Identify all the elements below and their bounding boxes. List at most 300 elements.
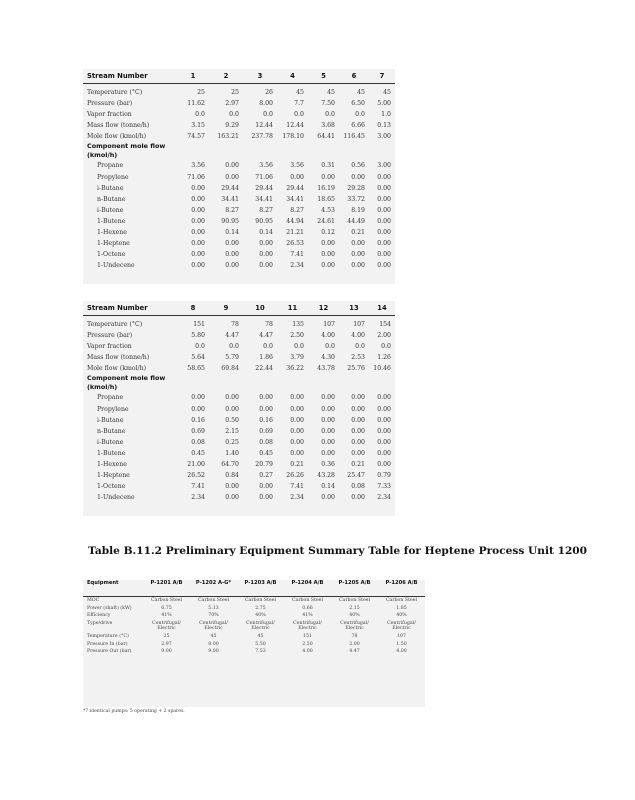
table-row — [83, 481, 395, 492]
table-cell: 0.0 — [355, 343, 365, 351]
table-cell: 0.00 — [191, 240, 205, 248]
table-cell: 43.78 — [317, 365, 335, 373]
table-cell: 0.36 — [321, 461, 335, 469]
table-cell: 70% — [208, 613, 219, 619]
table-cell: 34.41 — [286, 195, 304, 203]
table-row — [83, 597, 425, 605]
table-cell: Mole flow (kmol/h) — [87, 133, 147, 141]
table-cell: 45 — [327, 89, 335, 96]
table-cell: Centrifugal/ Electric — [246, 620, 275, 632]
component-header: (kmol/h) — [87, 383, 118, 392]
stream-table-2 — [83, 301, 395, 516]
table-cell: 0.00 — [225, 240, 239, 248]
table-cell: 107 — [323, 321, 335, 328]
table-cell: Carbon Steel — [244, 598, 277, 603]
table-cell: 0.45 — [191, 449, 205, 457]
header-cell: P-1205 A/B — [331, 580, 378, 597]
table-cell: 0.00 — [377, 173, 391, 181]
table-header — [83, 69, 395, 84]
table-cell: 0.00 — [321, 427, 335, 435]
table-cell: 0.00 — [191, 251, 205, 259]
table-cell: 0.00 — [377, 438, 391, 446]
table-row — [83, 641, 425, 649]
table-cell: 4.47 — [259, 332, 273, 340]
table-cell: Centrifugal/ Electric — [387, 620, 416, 632]
table-cell: 12.44 — [286, 122, 304, 130]
header-cell: 9 — [209, 301, 243, 316]
table-header — [83, 301, 395, 316]
component-header: Component mole flow — [87, 374, 166, 383]
table-cell: 0.00 — [259, 262, 273, 270]
table-cell: Centrifugal/ Electric — [152, 620, 181, 632]
table-cell: 9.00 — [161, 649, 172, 655]
table-cell: 135 — [292, 321, 304, 328]
table-cell: 0.00 — [377, 449, 391, 457]
table-cell: 0.00 — [377, 405, 391, 413]
component-header: (kmol/h) — [87, 151, 118, 160]
table-row — [83, 330, 395, 341]
table-cell: 6.75 — [161, 605, 172, 611]
table-cell: 3.79 — [290, 354, 304, 362]
table-cell: 2.34 — [290, 494, 304, 502]
table-cell: 41% — [161, 613, 172, 619]
table-cell: 0.00 — [321, 262, 335, 270]
header-cell: 3 — [243, 69, 277, 84]
table-cell: Propane — [97, 162, 124, 170]
table-row — [83, 160, 395, 171]
table-cell: 0.00 — [377, 251, 391, 259]
table-cell: 5.80 — [191, 332, 205, 340]
table-cell: 0.00 — [321, 416, 335, 424]
table-cell: 7.41 — [290, 483, 304, 491]
table-cell: 29.44 — [221, 184, 239, 192]
table-cell: 8.00 — [259, 100, 273, 108]
table-cell: 0.31 — [321, 162, 335, 170]
header-cell: 6 — [339, 69, 369, 84]
table-cell: 0.00 — [191, 184, 205, 192]
table-cell: 1-Undecene — [97, 262, 135, 270]
header-cell: Stream Number — [83, 69, 177, 84]
table-cell: 154 — [379, 321, 391, 328]
table-cell: 0.00 — [290, 449, 304, 457]
table-cell: 0.12 — [321, 229, 335, 237]
table-cell: 7.50 — [321, 100, 335, 108]
table-row — [83, 352, 395, 363]
table-cell: 25 — [231, 89, 239, 96]
table-cell: 0.00 — [290, 438, 304, 446]
table-cell: 43.28 — [317, 472, 335, 480]
table-cell: 4.00 — [302, 649, 313, 655]
table-row — [83, 131, 395, 142]
table-cell: 4.53 — [321, 206, 335, 214]
table-cell: 0.08 — [259, 438, 273, 446]
table-cell: 0.0 — [355, 111, 365, 119]
table-cell: 20.79 — [255, 461, 273, 469]
table-cell: 7.41 — [191, 483, 205, 491]
table-cell: 64.41 — [317, 133, 335, 141]
table-cell: 0.00 — [351, 251, 365, 259]
table-cell: 0.56 — [351, 162, 365, 170]
table-cell: Vapor fraction — [87, 343, 132, 351]
table-cell: 0.69 — [259, 427, 273, 435]
table-cell: 2.50 — [302, 641, 313, 647]
equipment-summary-table — [83, 580, 425, 707]
table-cell: 2.34 — [377, 494, 391, 502]
table-cell: 45 — [357, 89, 365, 96]
table-cell: 26.52 — [187, 472, 205, 480]
table-cell: 40% — [255, 613, 266, 619]
table-cell: i-Butane — [97, 184, 124, 192]
table-cell: 45 — [383, 89, 391, 96]
table-row — [83, 437, 395, 448]
table-row — [83, 612, 425, 620]
header-cell: 2 — [209, 69, 243, 84]
table-cell: 0.00 — [290, 173, 304, 181]
table-cell: 0.00 — [351, 427, 365, 435]
table-cell: 0.13 — [377, 122, 391, 130]
header-cell: Stream Number — [83, 301, 177, 316]
table-cell: 22.44 — [255, 365, 273, 373]
table-cell: 0.00 — [321, 494, 335, 502]
table-cell: 0.00 — [377, 184, 391, 192]
stream-table-1 — [83, 69, 395, 284]
table-row — [83, 194, 395, 205]
table-row — [83, 183, 395, 194]
table-row — [83, 84, 395, 99]
table-cell: 2.00 — [377, 332, 391, 340]
table-cell: 0.84 — [225, 472, 239, 480]
table-cell: 0.00 — [377, 427, 391, 435]
table-cell: 5.79 — [225, 354, 239, 362]
table-cell: i-Butene — [97, 206, 124, 214]
table-cell: 0.0 — [195, 111, 205, 119]
table-cell: 0.00 — [259, 394, 273, 402]
header-cell: P-1202 A-G* — [190, 580, 237, 597]
header-cell: 12 — [308, 301, 339, 316]
table-cell: i-Butane — [97, 416, 124, 424]
table-row — [83, 260, 395, 271]
table-cell: 2.50 — [290, 332, 304, 340]
table-cell: 0.08 — [351, 483, 365, 491]
table-cell: 0.0 — [195, 343, 205, 351]
table-cell: 12.44 — [255, 122, 273, 130]
table-cell: 90.95 — [255, 217, 273, 225]
table-cell: 0.00 — [377, 206, 391, 214]
table-cell: 0.0 — [263, 343, 273, 351]
table-row — [83, 341, 395, 352]
table-cell: 9.00 — [208, 649, 219, 655]
header-cell: 5 — [308, 69, 339, 84]
table-caption: Table B.11.2 Preliminary Equipment Summary Table for Heptene Process Unit 1200 — [88, 545, 588, 557]
table-cell: 151 — [303, 633, 312, 639]
table-cell: 5.50 — [255, 641, 266, 647]
table-header — [83, 580, 425, 597]
table-cell: 64.70 — [221, 461, 239, 469]
table-cell: 5.13 — [208, 605, 219, 611]
table-row — [83, 238, 395, 249]
table-cell: 25.47 — [347, 472, 365, 480]
table-cell: 34.41 — [255, 195, 273, 203]
table-row — [83, 316, 395, 331]
table-cell: Efficiency — [87, 613, 111, 619]
table-cell: 2.53 — [351, 354, 365, 362]
table-cell: 9.29 — [225, 122, 239, 130]
table-cell: 5.64 — [191, 354, 205, 362]
table-cell: 2.00 — [349, 641, 360, 647]
table-cell: Carbon Steel — [197, 598, 230, 603]
table-cell: 8.27 — [225, 206, 239, 214]
table-row — [83, 459, 395, 470]
table-cell: 45 — [257, 633, 264, 639]
table-cell: 2.34 — [191, 494, 205, 502]
table-cell: Temperature (°C) — [87, 89, 143, 96]
table-cell: 0.00 — [259, 405, 273, 413]
table-cell: 178.10 — [282, 133, 304, 141]
table-cell: 0.00 — [351, 394, 365, 402]
table-cell: 4.30 — [321, 354, 335, 362]
table-cell: 18.65 — [317, 195, 335, 203]
table-cell: Pressure (bar) — [87, 100, 133, 108]
table-cell: 29.44 — [255, 184, 273, 192]
table-cell: 7.41 — [290, 251, 304, 259]
table-cell: 0.00 — [377, 394, 391, 402]
table-cell: Vapor fraction — [87, 111, 132, 119]
table-cell: 90.95 — [221, 217, 239, 225]
table-cell: 0.00 — [259, 240, 273, 248]
table-cell: 3.56 — [290, 162, 304, 170]
table-cell: 0.00 — [191, 394, 205, 402]
table-cell: 0.21 — [351, 229, 365, 237]
header-cell: 10 — [243, 301, 277, 316]
table-cell: 2.15 — [225, 427, 239, 435]
table-cell: 0.00 — [225, 483, 239, 491]
table-cell: 0.25 — [225, 438, 239, 446]
footnote: *7 identical pumps: 5 operating + 2 spares. — [83, 709, 185, 714]
table-cell: 0.50 — [225, 416, 239, 424]
table-row — [83, 620, 425, 633]
table-cell: 2.34 — [290, 262, 304, 270]
table-cell: 0.0 — [294, 343, 304, 351]
table-cell: 3.68 — [321, 122, 335, 130]
table-cell: 2.15 — [349, 605, 360, 611]
table-cell: 0.00 — [351, 494, 365, 502]
table-cell: MOC — [87, 598, 100, 603]
table-cell: 0.00 — [225, 405, 239, 413]
table-row — [83, 470, 395, 481]
table-row — [83, 415, 395, 426]
table-cell: 0.00 — [351, 416, 365, 424]
table-cell: 0.00 — [377, 416, 391, 424]
table-row — [83, 633, 425, 641]
table-cell: 44.94 — [286, 217, 304, 225]
table-cell: Propylene — [97, 173, 129, 181]
table-cell: Centrifugal/ Electric — [199, 620, 228, 632]
table-cell: 0.00 — [225, 262, 239, 270]
table-cell: 25.76 — [347, 365, 365, 373]
table-cell: 16.19 — [317, 184, 335, 192]
table-cell: 8.27 — [259, 206, 273, 214]
table-cell: 0.00 — [321, 438, 335, 446]
table-row — [83, 109, 395, 120]
table-row — [83, 605, 425, 613]
table-cell: 2.97 — [225, 100, 239, 108]
table-cell: i-Butene — [97, 438, 124, 446]
table-cell: 0.00 — [191, 405, 205, 413]
table-cell: 0.00 — [191, 195, 205, 203]
table-cell: 25 — [163, 633, 170, 639]
table-cell: 0.79 — [377, 472, 391, 480]
table-cell: 0.16 — [259, 416, 273, 424]
table-cell: 6.50 — [351, 100, 365, 108]
table-cell: 71.06 — [187, 173, 205, 181]
table-cell: 0.00 — [321, 240, 335, 248]
component-header-row — [83, 151, 395, 160]
table-cell: 0.00 — [225, 251, 239, 259]
table-cell: 0.0 — [294, 111, 304, 119]
table-cell: 1.40 — [225, 449, 239, 457]
table-cell: 11.62 — [187, 100, 205, 108]
table-cell: 0.27 — [259, 472, 273, 480]
table-cell: 0.00 — [191, 206, 205, 214]
table-row — [83, 448, 395, 459]
table-cell: 163.21 — [217, 133, 239, 141]
header-cell: 13 — [339, 301, 369, 316]
table-cell: 0.00 — [191, 262, 205, 270]
table-cell: 41% — [302, 613, 313, 619]
table-cell: 3.56 — [259, 162, 273, 170]
table-cell: 0.66 — [302, 605, 313, 611]
table-cell: 0.00 — [259, 483, 273, 491]
table-cell: 0.0 — [325, 343, 335, 351]
table-cell: 0.0 — [229, 111, 239, 119]
table-cell: 0.00 — [191, 217, 205, 225]
component-header-row — [83, 374, 395, 383]
table-cell: 6.66 — [351, 122, 365, 130]
table-cell: 0.00 — [377, 240, 391, 248]
table-cell: 0.00 — [191, 229, 205, 237]
table-cell: 0.08 — [191, 438, 205, 446]
header-cell: P-1204 A/B — [284, 580, 331, 597]
table-cell: Propane — [97, 394, 124, 402]
table-cell: 40% — [396, 613, 407, 619]
table-row — [83, 98, 395, 109]
table-row — [83, 172, 395, 183]
component-header: Component mole flow — [87, 142, 166, 151]
table-cell: 0.00 — [225, 162, 239, 170]
table-cell: 4.00 — [396, 649, 407, 655]
table-cell: 1-Octene — [97, 483, 126, 491]
table-cell: 107 — [397, 633, 406, 639]
table-row — [83, 249, 395, 260]
table-cell: 69.84 — [221, 365, 239, 373]
table-cell: 107 — [353, 321, 365, 328]
table-cell: 0.00 — [225, 494, 239, 502]
table-cell: 29.44 — [286, 184, 304, 192]
table-cell: 0.00 — [321, 394, 335, 402]
table-cell: 1.26 — [377, 354, 391, 362]
table-cell: 26.26 — [286, 472, 304, 480]
table-cell: 7.53 — [255, 649, 266, 655]
table-cell: 0.00 — [351, 449, 365, 457]
table-cell: 0.0 — [263, 111, 273, 119]
table-cell: 151 — [193, 321, 205, 328]
header-cell: P-1206 A/B — [378, 580, 425, 597]
table-cell: 1-Hexene — [97, 461, 127, 469]
table-cell: 2.97 — [161, 641, 172, 647]
table-cell: 0.00 — [225, 173, 239, 181]
table-cell: 0.00 — [321, 405, 335, 413]
header-cell: 7 — [369, 69, 395, 84]
table-cell: 4.47 — [225, 332, 239, 340]
table-cell: 21.21 — [286, 229, 304, 237]
table-cell: Temperature (°C) — [87, 633, 129, 639]
table-cell: 1.85 — [396, 605, 407, 611]
table-row — [83, 492, 395, 503]
table-cell: 0.00 — [351, 405, 365, 413]
table-cell: 1.0 — [381, 111, 391, 119]
table-cell: 1-Heptene — [97, 472, 130, 480]
table-cell: 0.00 — [351, 262, 365, 270]
table-cell: Propylene — [97, 405, 129, 413]
table-cell: 0.00 — [351, 173, 365, 181]
table-cell: 0.00 — [377, 217, 391, 225]
table-cell: 0.00 — [321, 173, 335, 181]
header-cell: 11 — [277, 301, 308, 316]
table-cell: 71.06 — [255, 173, 273, 181]
table-cell: 1-Butene — [97, 449, 126, 457]
table-cell: 74.57 — [187, 133, 205, 141]
table-cell: 45 — [210, 633, 217, 639]
table-cell: 0.00 — [321, 251, 335, 259]
table-row — [83, 216, 395, 227]
table-row — [83, 404, 395, 415]
header-cell: 8 — [177, 301, 209, 316]
table-cell: 3.00 — [377, 133, 391, 141]
table-cell: 8.19 — [351, 206, 365, 214]
table-cell: 24.61 — [317, 217, 335, 225]
table-cell: Centrifugal/ Electric — [293, 620, 322, 632]
table-cell: 0.00 — [290, 394, 304, 402]
table-cell: Mass flow (tonne/h) — [87, 354, 150, 362]
table-cell: 5.00 — [377, 100, 391, 108]
table-cell: 1-Undecene — [97, 494, 135, 502]
table-cell: 26 — [265, 89, 273, 96]
table-cell: n-Butane — [97, 427, 126, 435]
table-cell: 8.00 — [208, 641, 219, 647]
table-cell: 0.00 — [290, 405, 304, 413]
table-cell: 0.00 — [321, 449, 335, 457]
table-cell: 0.0 — [325, 111, 335, 119]
header-cell: 4 — [277, 69, 308, 84]
table-cell: 0.14 — [259, 229, 273, 237]
table-cell: 0.0 — [229, 343, 239, 351]
component-header-row — [83, 142, 395, 151]
table-cell: 0.00 — [351, 240, 365, 248]
table-cell: 237.78 — [251, 133, 273, 141]
table-cell: 0.00 — [377, 262, 391, 270]
table-cell: 36.22 — [286, 365, 304, 373]
table-cell: 45 — [296, 89, 304, 96]
table-cell: 0.00 — [259, 251, 273, 259]
table-cell: 0.21 — [351, 461, 365, 469]
table-cell: 1.50 — [396, 641, 407, 647]
table-cell: Centrifugal/ Electric — [340, 620, 369, 632]
table-row — [83, 648, 425, 656]
table-cell: 0.69 — [191, 427, 205, 435]
table-cell: Carbon Steel — [385, 598, 418, 603]
table-row — [83, 205, 395, 216]
table-cell: Pressure Out (bar) — [87, 649, 132, 655]
